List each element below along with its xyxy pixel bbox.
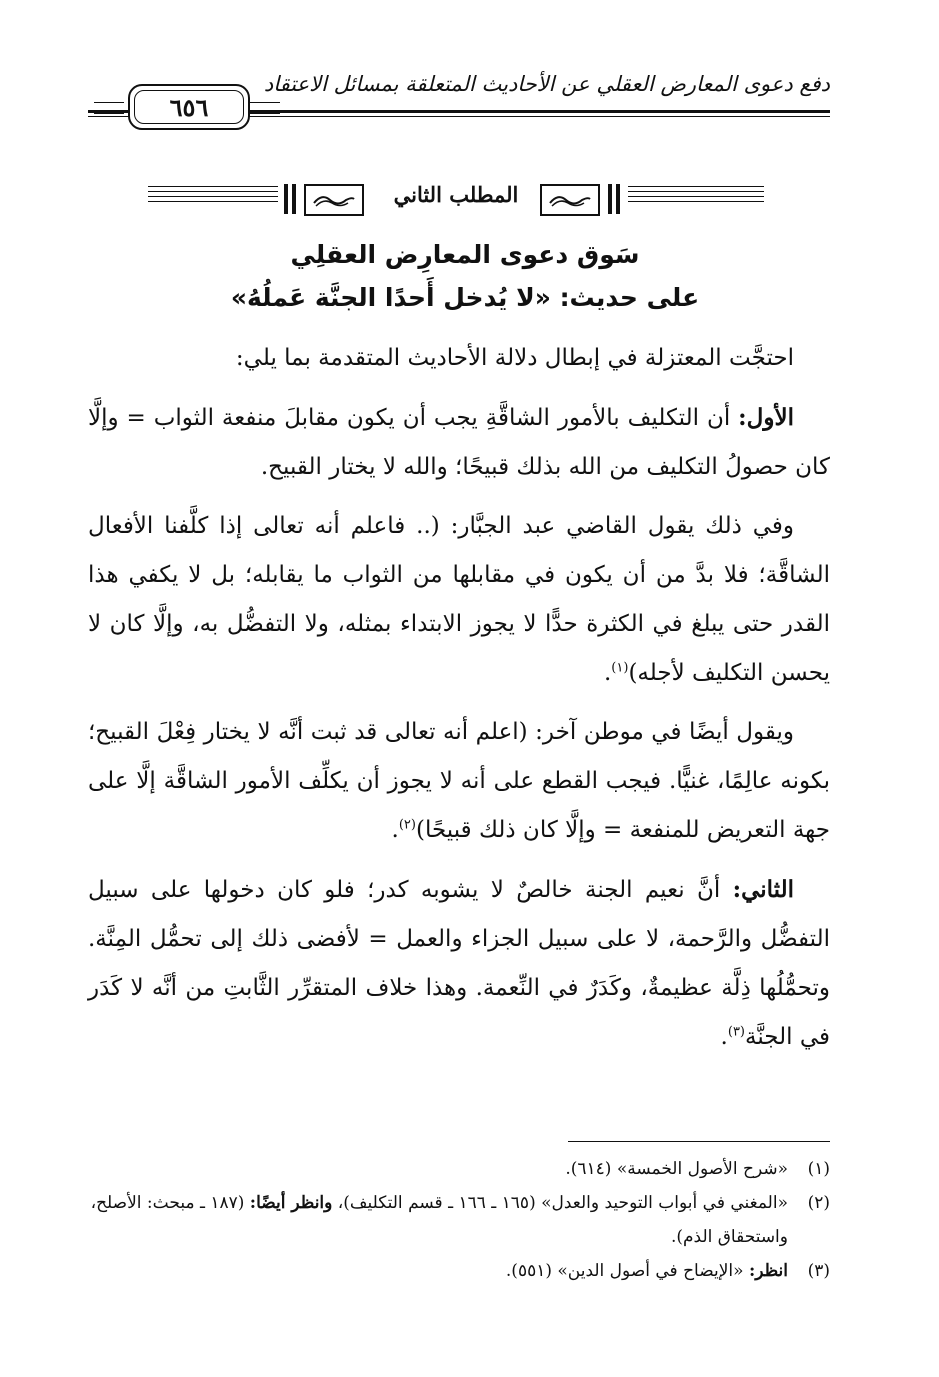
first-argument-text: أن التكليف بالأمور الشاقَّةِ يجب أن يكون مقابلَ منفعة الثواب = وإلَّا كان حصولُ التكليف من الله بذلك قبيحًا؛ والله لا يختار القبيح. bbox=[88, 405, 830, 480]
paragraph-quote-1 bbox=[88, 502, 830, 698]
wave-ornament-right-icon bbox=[540, 184, 600, 216]
section-heading bbox=[148, 180, 764, 220]
footnote-1-text: «شرح الأصول الخمسة» (٦١٤). bbox=[565, 1159, 788, 1179]
footnote-2 bbox=[88, 1186, 830, 1254]
running-header bbox=[88, 70, 830, 132]
paragraph-quote-2 bbox=[88, 708, 830, 855]
quote-1-text: وفي ذلك يقول القاضي عبد الجبَّار: (.. فاعلم أنه تعالى إذا كلَّفنا الأفعال الشاقَّة؛ فلا بدَّ من أن يكون في مقابلها من الثواب ما يقابله؛ بل لا يكفي هذا القدر حتى يبلغ في الكثرة حدًّا لا يجوز الابتداء بمثله، ولا التفضُّل به، وإلَّا كان لا يحسن التكليف لأجله) bbox=[88, 513, 830, 686]
page-number-frame bbox=[128, 84, 250, 130]
frame-side-lines-left bbox=[94, 102, 124, 114]
footnote-1-number: (١) bbox=[807, 1159, 830, 1179]
footnotes bbox=[88, 1152, 830, 1288]
second-argument-text: أنَّ نعيم الجنة خالصٌ لا يشوبه كدر؛ فلو كان دخولها على سبيل التفضُّل والرَّحمة، لا على سبيل الجزاء والعمل = لأفضى ذلك إلى تحمُّل المِنَّة. وتحمُّلُها ذِلَّة عظيمةٌ، وكَدَرٌ في النِّعمة. وهذا خلاف المتقرِّر الثَّابتِ من أنَّه لا كَدَر في الجنَّة bbox=[88, 877, 830, 1050]
footnote-1 bbox=[88, 1152, 830, 1186]
footnote-ref-1[interactable]: (١) bbox=[611, 660, 629, 676]
section-subtitle-2: على حديث: «لا يُدخل أَحدًا الجنَّة عَملُهُ» bbox=[230, 283, 700, 312]
section-subtitle-1: سَوق دعوى المعارِض العقلِي bbox=[290, 240, 640, 269]
footnote-ref-3[interactable]: (٣) bbox=[727, 1024, 745, 1040]
footnote-2-see-also: وانظر أيضًا: bbox=[249, 1193, 333, 1213]
frame-side-lines-right bbox=[250, 102, 280, 114]
intro-paragraph: احتجَّت المعتزلة في إبطال دلالة الأحاديث المتقدمة بما يلي: bbox=[235, 345, 794, 371]
ornament-bar-right-2 bbox=[616, 184, 620, 214]
footnote-3-text: «الإيضاح في أصول الدين» (٥٥١). bbox=[505, 1261, 749, 1281]
ornament-lines-right bbox=[628, 186, 764, 212]
second-argument-period: . bbox=[720, 1024, 728, 1050]
footnote-2-number: (٢) bbox=[807, 1193, 830, 1213]
footnote-3 bbox=[88, 1254, 830, 1288]
footnote-separator bbox=[568, 1141, 830, 1142]
footnote-ref-2[interactable]: (٢) bbox=[398, 817, 416, 833]
footnote-3-number: (٣) bbox=[807, 1261, 830, 1281]
page-number: ٦٥٦ bbox=[169, 92, 209, 122]
first-argument-lead: الأول: bbox=[738, 404, 794, 431]
paragraph-second-argument bbox=[88, 865, 830, 1062]
quote-2-period: . bbox=[391, 817, 399, 843]
running-title: دفع دعوى المعارض العقلي عن الأحاديث المتعلقة بمسائل الاعتقاد bbox=[263, 72, 830, 96]
footnote-3-lead: انظر: bbox=[748, 1261, 788, 1281]
paragraph-first-argument bbox=[88, 393, 830, 492]
section-label: المطلب الثاني bbox=[393, 182, 519, 207]
footnote-2-text: «المغني في أبواب التوحيد والعدل» (١٦٥ ـ ١٦٦ ـ قسم التكليف)، bbox=[332, 1193, 788, 1213]
body-text bbox=[88, 334, 830, 1072]
quote-1-period: . bbox=[603, 660, 612, 686]
footnote-2-text-continued: (١٨٧ ـ مبحث: الأصلح، واستحقاق الذم). bbox=[90, 1193, 788, 1247]
ornament-bar-right-1 bbox=[608, 184, 612, 214]
second-argument-lead: الثاني: bbox=[732, 876, 794, 903]
quote-2-text: ويقول أيضًا في موطن آخر: (اعلم أنه تعالى قد ثبت أنَّه لا يختار فِعْلَ القبيح؛ بكونه عالِمًا، غنيًّا. فيجب القطع على أنه لا يجوز أن يكلِّف الأمور الشاقَّة إلَّا على جهة التعريض للمنفعة = وإلَّا كان ذلك قبيحًا) bbox=[88, 719, 830, 843]
